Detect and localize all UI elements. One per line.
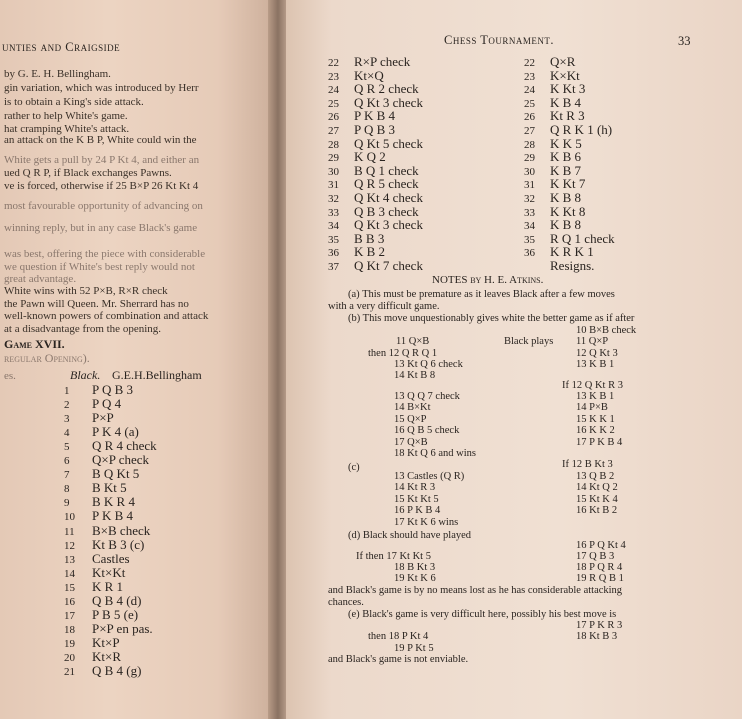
opening-name: regular Opening). bbox=[4, 351, 90, 365]
move-text: Kt×R bbox=[92, 648, 122, 664]
left-note-line: ve is forced, otherwise if 25 B×P 26 Kt Kt 4 bbox=[4, 180, 199, 192]
move-text: K R K 1 bbox=[550, 244, 594, 260]
variation-black-move: 15 Kt K 4 bbox=[576, 493, 618, 505]
variation-white-move: 14 Kt R 3 bbox=[394, 482, 436, 494]
move-number: 16 bbox=[64, 595, 75, 608]
note-d-move17-right: 17 Q B 3 bbox=[576, 551, 615, 562]
move-text: K B 8 bbox=[550, 190, 582, 205]
left-note-line: rather to help White's game. bbox=[4, 110, 128, 122]
move-number: 36 bbox=[524, 247, 535, 260]
move-number: 33 bbox=[328, 206, 339, 219]
move-number: 22 bbox=[328, 57, 339, 69]
variation-white-move: 16 Q B 5 check bbox=[394, 425, 460, 437]
move-text: B Q Kt 5 bbox=[92, 466, 140, 482]
left-note-line: great advantage. bbox=[4, 273, 77, 285]
move-number: 31 bbox=[328, 179, 339, 192]
move-number: 4 bbox=[64, 427, 70, 440]
move-number: 37 bbox=[328, 261, 339, 273]
move-text: Kt R 3 bbox=[550, 108, 585, 124]
move-number: 36 bbox=[328, 247, 339, 260]
left-note-line: well-known powers of combination and attack bbox=[4, 310, 209, 322]
line-11: 11 Q×B bbox=[396, 336, 430, 347]
move-number: 12 bbox=[64, 539, 75, 552]
move-number: 25 bbox=[328, 97, 339, 110]
left-note-line: ued Q R P, if Black exchanges Pawns. bbox=[4, 167, 172, 179]
then-12: then 12 Q R Q 1 bbox=[368, 348, 438, 359]
variation-white-move: 15 Kt Kt 5 bbox=[394, 493, 439, 505]
move-number: 8 bbox=[64, 483, 70, 496]
note-d-tail-line2: chances. bbox=[328, 597, 364, 608]
note-d-if-then-17: If then 17 Kt Kt 5 bbox=[356, 551, 431, 562]
move-text: K Q 2 bbox=[354, 149, 386, 165]
note-d-tail-line1: and Black's game is by no means lost as he has considerable attacking bbox=[328, 585, 623, 596]
left-note-line: we question if White's best reply would not bbox=[4, 261, 195, 273]
move-number: 15 bbox=[64, 581, 75, 594]
move-number: 19 bbox=[64, 637, 75, 650]
move-number: 26 bbox=[328, 111, 339, 124]
note-a-line2: with a very difficult game. bbox=[328, 301, 440, 312]
variation-black-move: 14 Kt Q 2 bbox=[576, 482, 618, 494]
move-number: 33 bbox=[524, 206, 535, 219]
move-row bbox=[64, 662, 141, 680]
move-text: Q Kt 3 check bbox=[354, 94, 423, 110]
move-text: P K B 4 bbox=[92, 508, 134, 524]
move-text: K B 2 bbox=[354, 244, 386, 260]
right-page bbox=[286, 0, 742, 719]
move-text: Q B 3 check bbox=[354, 203, 419, 219]
left-note-line: the Pawn will Queen. Mr. Sherrard has no bbox=[4, 298, 189, 310]
move-text: P×P bbox=[92, 410, 114, 426]
note-d-line1: (d) Black should have played bbox=[348, 530, 472, 541]
move-number: 35 bbox=[328, 233, 339, 246]
move-row bbox=[524, 257, 594, 275]
left-page bbox=[0, 0, 272, 719]
if-12-variation-a: If 12 Q Kt R 3 bbox=[562, 380, 623, 391]
move-text: Kt×Q bbox=[354, 67, 384, 83]
move-number: 13 bbox=[64, 553, 75, 566]
move-number: 23 bbox=[524, 70, 535, 83]
left-running-head: unties and Craigside bbox=[2, 40, 121, 54]
move-number: 34 bbox=[328, 220, 339, 233]
note-d-move19: 19 Kt K 6 bbox=[394, 573, 436, 584]
move-text: Q×P check bbox=[92, 452, 150, 468]
notes-heading: NOTES by H. E. Atkins. bbox=[432, 274, 544, 286]
variation-black-move: 16 K K 2 bbox=[576, 425, 615, 437]
move-number: 18 bbox=[64, 623, 75, 636]
move-text: K Kt 3 bbox=[550, 81, 586, 97]
move-text: Q Kt 4 check bbox=[354, 190, 423, 205]
right-running-head: Chess Tournament. bbox=[444, 33, 555, 47]
game-title: Game XVII. bbox=[4, 337, 65, 351]
move-text: Q R 4 check bbox=[92, 438, 157, 454]
move-number: 24 bbox=[524, 84, 535, 97]
move-text: K×Kt bbox=[550, 67, 580, 83]
left-note-line: gin variation, which was introduced by Herr bbox=[4, 82, 199, 94]
move-text: P Q 4 bbox=[92, 396, 122, 412]
variation-black-move: 14 P×B bbox=[576, 402, 608, 414]
move-number: 7 bbox=[64, 469, 70, 482]
move-number: 17 bbox=[64, 609, 75, 622]
move-number: 27 bbox=[328, 125, 339, 137]
if-12-variation-b: If 12 B Kt 3 bbox=[562, 459, 613, 470]
move-text: Q×R bbox=[550, 54, 576, 69]
black-player: G.E.H.Bellingham bbox=[112, 368, 202, 382]
move-number: 9 bbox=[64, 497, 70, 510]
variation-black-move: 17 P K B 4 bbox=[576, 436, 623, 448]
move-number: 35 bbox=[524, 233, 535, 246]
left-note-line: an attack on the K B P, White could win the bbox=[4, 134, 197, 146]
black-plays: Black plays bbox=[504, 336, 554, 347]
move-number: 23 bbox=[328, 70, 339, 83]
move-text: K B 4 bbox=[550, 94, 582, 110]
variation-white-move: 14 B×Kt bbox=[394, 402, 431, 414]
left-note-line: winning reply, but in any case Black's game bbox=[4, 222, 198, 234]
move-text: P Q B 3 bbox=[92, 382, 134, 397]
move-text: P B 5 (e) bbox=[92, 606, 139, 622]
left-note-line: White gets a pull by 24 P Kt 4, and either an bbox=[4, 154, 200, 166]
move-number: 25 bbox=[524, 97, 535, 110]
move-number: 32 bbox=[524, 193, 535, 205]
variation-white-move: 16 P K B 4 bbox=[394, 505, 441, 517]
move-number: 3 bbox=[64, 413, 70, 426]
move-text: P K 4 (a) bbox=[92, 424, 139, 440]
move-number: 2 bbox=[64, 399, 70, 412]
move-number: 20 bbox=[64, 651, 75, 664]
move-text: K K 5 bbox=[550, 135, 582, 151]
left-note-line: hat cramping White's attack. bbox=[4, 123, 130, 135]
left-note-line: is to obtain a King's side attack. bbox=[4, 96, 144, 108]
left-note-line: White wins with 52 P×B, R×R check bbox=[4, 285, 168, 297]
black-label: Black. bbox=[70, 368, 101, 382]
variation-white-move: 13 Castles (Q R) bbox=[394, 471, 465, 482]
move-number: 29 bbox=[328, 152, 339, 165]
move-number: 34 bbox=[524, 220, 535, 233]
variation-white-move: 17 Kt K 6 wins bbox=[394, 516, 459, 528]
move-number: 32 bbox=[328, 193, 339, 205]
move-text: K Kt 7 bbox=[550, 176, 586, 192]
variation-white-move: 13 Q Q 7 check bbox=[394, 391, 460, 402]
move-text: Resigns. bbox=[550, 258, 595, 273]
move-text: B B 3 bbox=[354, 230, 385, 246]
left-note-line: most favourable opportunity of advancing on bbox=[4, 200, 203, 212]
note-a-line1: (a) This must be premature as it leaves Black after a few moves bbox=[348, 289, 615, 300]
move-text: Q Kt 7 check bbox=[354, 258, 423, 273]
move-text: Q B 4 (g) bbox=[92, 663, 142, 678]
line-11-right: 11 Q×P bbox=[576, 336, 609, 347]
move-text: K B 7 bbox=[550, 162, 582, 178]
move-number: 6 bbox=[64, 455, 70, 468]
variation-black-move: 15 K K 1 bbox=[576, 413, 615, 425]
move-text: P K B 4 bbox=[354, 108, 396, 124]
move-text: Q Kt 5 check bbox=[354, 135, 423, 151]
move-text: B Q 1 check bbox=[354, 162, 419, 178]
move-number: 10 bbox=[64, 511, 75, 524]
move-number: 5 bbox=[64, 441, 70, 454]
move-text: R Q 1 check bbox=[550, 230, 615, 246]
note-e-tail: and Black's game is not enviable. bbox=[328, 654, 469, 665]
move-text: B×B check bbox=[92, 522, 151, 538]
note-e-line1: (e) Black's game is very difficult here, possibly his best move is bbox=[348, 609, 617, 620]
note-d-move18-right: 18 P Q R 4 bbox=[576, 562, 623, 573]
move-number: 26 bbox=[524, 111, 535, 124]
note-e-move18-right: 18 Kt B 3 bbox=[576, 631, 618, 642]
note-d-move18: 18 B Kt 3 bbox=[394, 562, 436, 573]
move-number: 27 bbox=[524, 125, 535, 137]
move-text: B K R 4 bbox=[92, 494, 135, 510]
variation-black-move: 13 K B 1 bbox=[576, 391, 615, 402]
move-number: 30 bbox=[524, 165, 535, 178]
move-number: 29 bbox=[524, 152, 535, 165]
line-14a: 14 Kt B 8 bbox=[394, 370, 436, 381]
move-number: 21 bbox=[64, 666, 75, 678]
move-row bbox=[328, 257, 423, 275]
move-text: K Kt 8 bbox=[550, 203, 586, 219]
column-abbrev: es. bbox=[4, 370, 16, 382]
move-text: Kt×P bbox=[92, 634, 120, 650]
move-number: 30 bbox=[328, 165, 339, 178]
note-b-move10: 10 B×B check bbox=[576, 325, 637, 336]
variation-black-move: 13 Q B 2 bbox=[576, 471, 615, 482]
variation-white-move: 17 Q×B bbox=[394, 436, 428, 448]
move-number: 28 bbox=[524, 138, 535, 151]
move-text: P Q B 3 bbox=[354, 122, 396, 137]
move-number: 14 bbox=[64, 567, 75, 580]
move-text: R×P check bbox=[354, 54, 411, 69]
move-text: Q Kt 3 check bbox=[354, 217, 423, 233]
line-13a-right: 13 K B 1 bbox=[576, 359, 615, 370]
move-text: K B 6 bbox=[550, 149, 582, 165]
move-text: Q R 5 check bbox=[354, 176, 419, 192]
move-text: Q R K 1 (h) bbox=[550, 122, 613, 137]
move-text: Castles bbox=[92, 550, 130, 566]
note-e-move17-right: 17 P K R 3 bbox=[576, 620, 623, 631]
move-text: K R 1 bbox=[92, 578, 124, 594]
move-text: Kt×Kt bbox=[92, 564, 126, 580]
page-number: 33 bbox=[678, 34, 691, 48]
variation-black-move: 16 Kt B 2 bbox=[576, 505, 618, 517]
note-e-then-18: then 18 P Kt 4 bbox=[368, 631, 429, 642]
move-number: 28 bbox=[328, 138, 339, 151]
note-d-move16: 16 P Q Kt 4 bbox=[576, 540, 626, 551]
note-c-label: (c) bbox=[348, 462, 360, 473]
move-text: B Kt 5 bbox=[92, 480, 127, 496]
note-d-move19-right: 19 R Q B 1 bbox=[576, 573, 624, 584]
move-text: Q R 2 check bbox=[354, 81, 419, 97]
move-number: 24 bbox=[328, 84, 339, 97]
move-text: Kt B 3 (c) bbox=[92, 536, 145, 552]
left-note-line: at a disadvantage from the opening. bbox=[4, 323, 162, 335]
left-note-line: was best, offering the piece with considerable bbox=[4, 248, 206, 260]
note-b-line1: (b) This move unquestionably gives white the better game as if after bbox=[348, 313, 635, 324]
move-number: 31 bbox=[524, 179, 535, 192]
line-13a: 13 Kt Q 6 check bbox=[394, 359, 463, 370]
move-text: P×P en pas. bbox=[92, 620, 153, 636]
line-12-right: 12 Q Kt 3 bbox=[576, 348, 618, 359]
note-e-move19: 19 P Kt 5 bbox=[394, 643, 434, 654]
move-text: K B 8 bbox=[550, 217, 582, 233]
move-number: 22 bbox=[524, 57, 535, 69]
variation-white-move: 18 Kt Q 6 and wins bbox=[394, 448, 476, 459]
move-number: 11 bbox=[64, 525, 75, 538]
move-text: Q B 4 (d) bbox=[92, 592, 142, 608]
move-number: 1 bbox=[64, 385, 70, 397]
left-byline: by G. E. H. Bellingham. bbox=[4, 68, 111, 80]
variation-white-move: 15 Q×P bbox=[394, 413, 427, 425]
